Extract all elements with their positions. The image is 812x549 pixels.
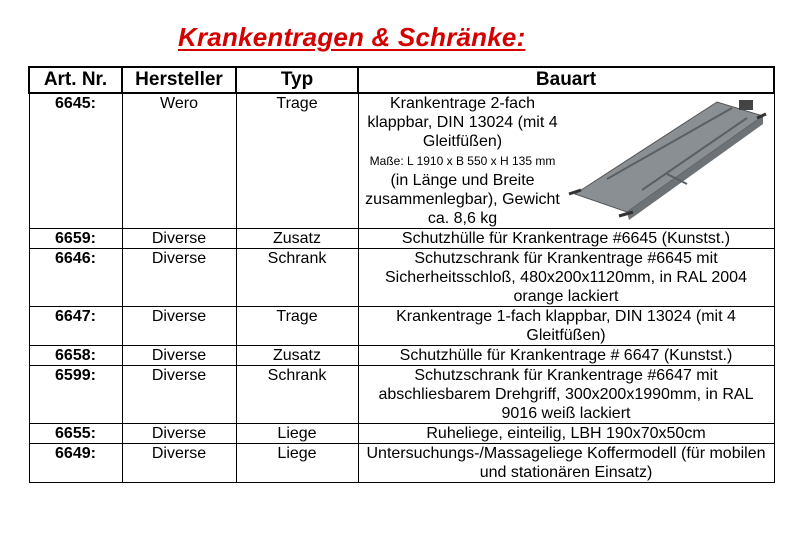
hersteller-cell: Diverse — [122, 366, 236, 424]
product-table — [28, 66, 775, 483]
page-title: Krankentragen & Schränke: — [178, 22, 526, 52]
art-nr-cell: 6659: — [29, 229, 122, 249]
art-nr-cell: 6658: — [29, 346, 122, 366]
bauart-cell: Schutzschrank für Krankentrage #6645 mit Sicherheitsschloß, 480x200x1120mm, in RAL 2004 orange lackiert — [358, 249, 774, 307]
folding-stretcher-photo-icon — [563, 94, 770, 224]
header-bauart: Bauart — [358, 67, 774, 93]
art-nr-cell: 6649: — [29, 444, 122, 483]
hersteller-cell: Diverse — [122, 346, 236, 366]
hersteller-cell: Wero — [122, 93, 236, 229]
bauart-cell: Schutzhülle für Krankentrage #6645 (Kunstst.) — [358, 229, 774, 249]
hersteller-cell: Diverse — [122, 307, 236, 346]
table-row — [29, 366, 774, 424]
header-art-nr: Art. Nr. — [29, 67, 122, 93]
art-nr-cell: 6646: — [29, 249, 122, 307]
header-hersteller: Hersteller — [122, 67, 236, 93]
typ-cell: Liege — [236, 444, 358, 483]
art-nr-cell: 6645: — [29, 93, 122, 229]
table-row — [29, 444, 774, 483]
typ-cell: Schrank — [236, 366, 358, 424]
hersteller-cell: Diverse — [122, 424, 236, 444]
typ-cell: Trage — [236, 307, 358, 346]
typ-cell: Zusatz — [236, 229, 358, 249]
bauart-cell: Untersuchungs-/Massageliege Koffermodell (für mobilen und stationären Einsatz) — [358, 444, 774, 483]
art-nr-cell: 6655: — [29, 424, 122, 444]
hersteller-cell: Diverse — [122, 229, 236, 249]
bauart-dimensions: Maße: L 1910 x B 550 x H 135 mm — [369, 154, 556, 168]
hersteller-cell: Diverse — [122, 444, 236, 483]
bauart-text: Krankentrage 2-fach klappbar, DIN 13024 (mit 4 Gleitfüßen) — [367, 95, 558, 150]
bauart-cell: Schutzschrank für Krankentrage #6647 mit abschliesbarem Drehgriff, 300x200x1990mm, in RAL 9016 weiß lackiert — [358, 366, 774, 424]
typ-cell: Trage — [236, 93, 358, 229]
typ-cell: Schrank — [236, 249, 358, 307]
table-header-row — [29, 67, 774, 93]
table-row — [29, 93, 774, 229]
table-row — [29, 307, 774, 346]
table-row — [29, 424, 774, 444]
table-row — [29, 346, 774, 366]
art-nr-cell: 6599: — [29, 366, 122, 424]
bauart-cell: Ruheliege, einteilig, LBH 190x70x50cm — [358, 424, 774, 444]
hersteller-cell: Diverse — [122, 249, 236, 307]
art-nr-cell: 6647: — [29, 307, 122, 346]
typ-cell: Zusatz — [236, 346, 358, 366]
bauart-cell: Schutzhülle für Krankentrage # 6647 (Kunstst.) — [358, 346, 774, 366]
header-typ: Typ — [236, 67, 358, 93]
bauart-cell — [358, 93, 774, 229]
bauart-cell: Krankentrage 1-fach klappbar, DIN 13024 (mit 4 Gleitfüßen) — [358, 307, 774, 346]
table-row — [29, 249, 774, 307]
typ-cell: Liege — [236, 424, 358, 444]
table-row — [29, 229, 774, 249]
bauart-text-2: (in Länge und Breite zusammenlegbar), Gewicht ca. 8,6 kg — [365, 172, 560, 227]
